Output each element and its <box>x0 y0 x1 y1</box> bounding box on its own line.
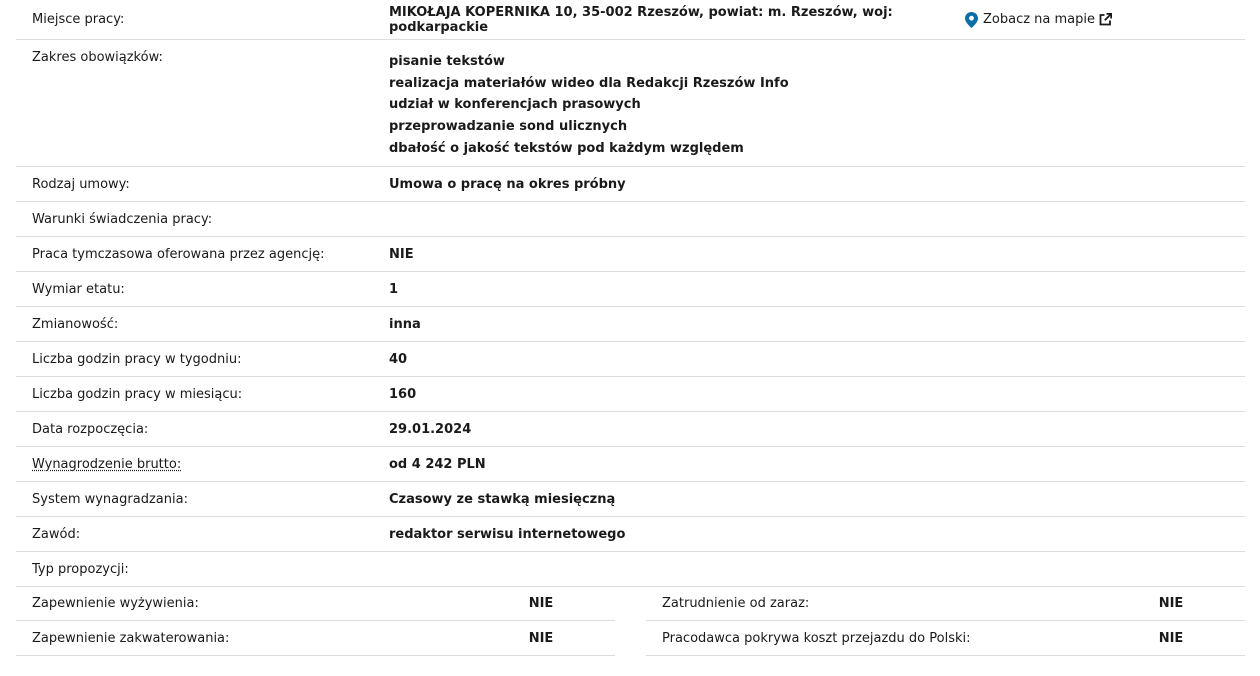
temp-agency-value: NIE <box>389 246 414 262</box>
map-link[interactable] <box>965 12 1112 28</box>
start-date-label: Data rozpoczęcia: <box>32 421 149 437</box>
job-time-label: Wymiar etatu: <box>32 281 125 297</box>
meals-label: Zapewnienie wyżywienia: <box>32 595 199 611</box>
row-location <box>16 0 1245 40</box>
row-meals <box>16 586 615 621</box>
contract-type-value: Umowa o pracę na okres próbny <box>389 176 626 192</box>
duty-item: realizacja materiałów wideo dla Redakcji Rzeszów Info <box>389 75 789 91</box>
salary-label-cell <box>16 457 389 472</box>
benefits-right-column <box>646 586 1245 656</box>
duty-item: przeprowadzanie sond ulicznych <box>389 119 628 135</box>
offer-type-label: Typ propozycji: <box>32 561 129 577</box>
pay-system-label: System wynagradzania: <box>32 491 188 507</box>
row-temp-agency <box>16 237 1245 272</box>
row-duties <box>16 40 1245 167</box>
monthly-hours-label: Liczba godzin pracy w miesiącu: <box>32 386 243 402</box>
row-contract-type <box>16 167 1245 202</box>
row-start-date <box>16 412 1245 447</box>
travel-cost-label: Pracodawca pokrywa koszt przejazdu do Polski: <box>662 630 971 646</box>
travel-cost-value: NIE <box>1158 630 1184 646</box>
profession-value: redaktor serwisu internetowego <box>389 526 626 542</box>
row-work-conditions <box>16 202 1245 237</box>
work-conditions-label: Warunki świadczenia pracy: <box>32 211 213 227</box>
salary-label[interactable]: Wynagrodzenie brutto: <box>32 456 182 472</box>
row-offer-type <box>16 552 1245 587</box>
immediate-start-value: NIE <box>1158 595 1184 611</box>
row-job-time <box>16 272 1245 307</box>
start-date-value: 29.01.2024 <box>389 421 472 437</box>
location-value <box>389 5 1245 35</box>
meals-value: NIE <box>528 595 554 611</box>
duty-item: dbałość o jakość tekstów pod każdym względem <box>389 140 744 156</box>
contract-type-label: Rodzaj umowy: <box>32 176 130 192</box>
job-time-value: 1 <box>389 281 399 297</box>
duty-item: udział w konferencjach prasowych <box>389 97 641 113</box>
job-details-table <box>16 0 1245 587</box>
duties-label: Zakres obowiązków: <box>32 50 163 65</box>
row-pay-system <box>16 482 1245 517</box>
monthly-hours-value: 160 <box>389 386 417 402</box>
row-immediate-start <box>646 586 1245 621</box>
row-travel-cost <box>646 621 1245 656</box>
pay-system-value: Czasowy ze stawką miesięczną <box>389 491 616 507</box>
location-address: MIKOŁAJA KOPERNIKA 10, 35-002 Rzeszów, powiat: m. Rzeszów, woj: podkarpackie <box>389 4 893 35</box>
profession-label: Zawód: <box>32 526 81 542</box>
benefits-left-column <box>16 586 615 656</box>
shifts-value: inna <box>389 316 421 332</box>
duties-list <box>389 40 1245 159</box>
row-accommodation <box>16 621 615 656</box>
row-shifts <box>16 307 1245 342</box>
weekly-hours-value: 40 <box>389 351 408 367</box>
external-link-icon <box>1099 13 1112 26</box>
duty-item: pisanie tekstów <box>389 54 505 69</box>
salary-value: od 4 242 PLN <box>389 456 486 472</box>
weekly-hours-label: Liczba godzin pracy w tygodniu: <box>32 351 242 367</box>
location-label: Miejsce pracy: <box>32 12 125 27</box>
shifts-label: Zmianowość: <box>32 316 119 332</box>
immediate-start-label: Zatrudnienie od zaraz: <box>662 595 810 611</box>
row-profession <box>16 517 1245 552</box>
map-link-label: Zobacz na mapie <box>983 12 1096 27</box>
accommodation-label: Zapewnienie zakwaterowania: <box>32 630 230 646</box>
map-pin-icon <box>965 12 978 28</box>
accommodation-value: NIE <box>528 630 554 646</box>
row-salary <box>16 447 1245 482</box>
row-monthly-hours <box>16 377 1245 412</box>
row-weekly-hours <box>16 342 1245 377</box>
temp-agency-label: Praca tymczasowa oferowana przez agencję: <box>32 246 325 262</box>
